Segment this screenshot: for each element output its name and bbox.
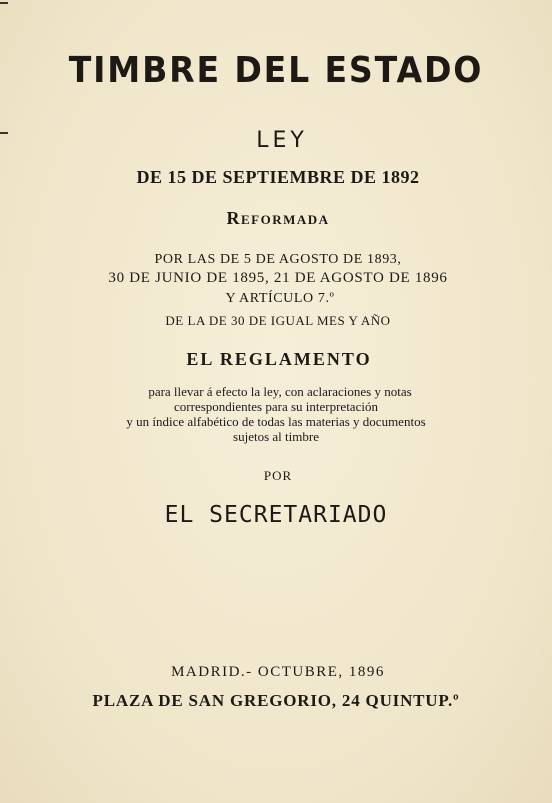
- description-line: para llevar á efecto la ley, con aclaraciones y notas: [148, 384, 412, 399]
- description-line: y un índice alfabético de todas las materias y documentos: [126, 414, 426, 429]
- page-edge-mark: [0, 2, 8, 4]
- document-subtitle: LEY: [256, 128, 308, 153]
- description-line: sujetos al timbre: [233, 429, 319, 444]
- amendment-line: Y ARTÍCULO 7.º: [225, 291, 335, 306]
- description-line: correspondientes para su interpretación: [174, 399, 378, 414]
- amendment-line: 30 DE JUNIO DE 1895, 21 DE AGOSTO DE 1896: [108, 270, 448, 286]
- amendment-line: POR LAS DE 5 DE AGOSTO DE 1893,: [154, 252, 402, 267]
- imprint-address: PLAZA DE SAN GREGORIO, 24 QUINTUP.º: [92, 691, 460, 710]
- reformed-label: Reformada: [226, 208, 330, 228]
- law-date-line: DE 15 DE SEPTIEMBRE DE 1892: [136, 167, 420, 187]
- imprint-place-date: MADRID.- OCTUBRE, 1896: [171, 664, 385, 680]
- document-title: TIMBRE DEL ESTADO: [68, 50, 484, 91]
- author-name: EL SECRETARIADO: [164, 502, 388, 528]
- amendment-line: DE LA DE 30 DE IGUAL MES Y AÑO: [165, 313, 391, 328]
- by-label: POR: [263, 468, 293, 483]
- regulation-heading: EL REGLAMENTO: [186, 349, 372, 369]
